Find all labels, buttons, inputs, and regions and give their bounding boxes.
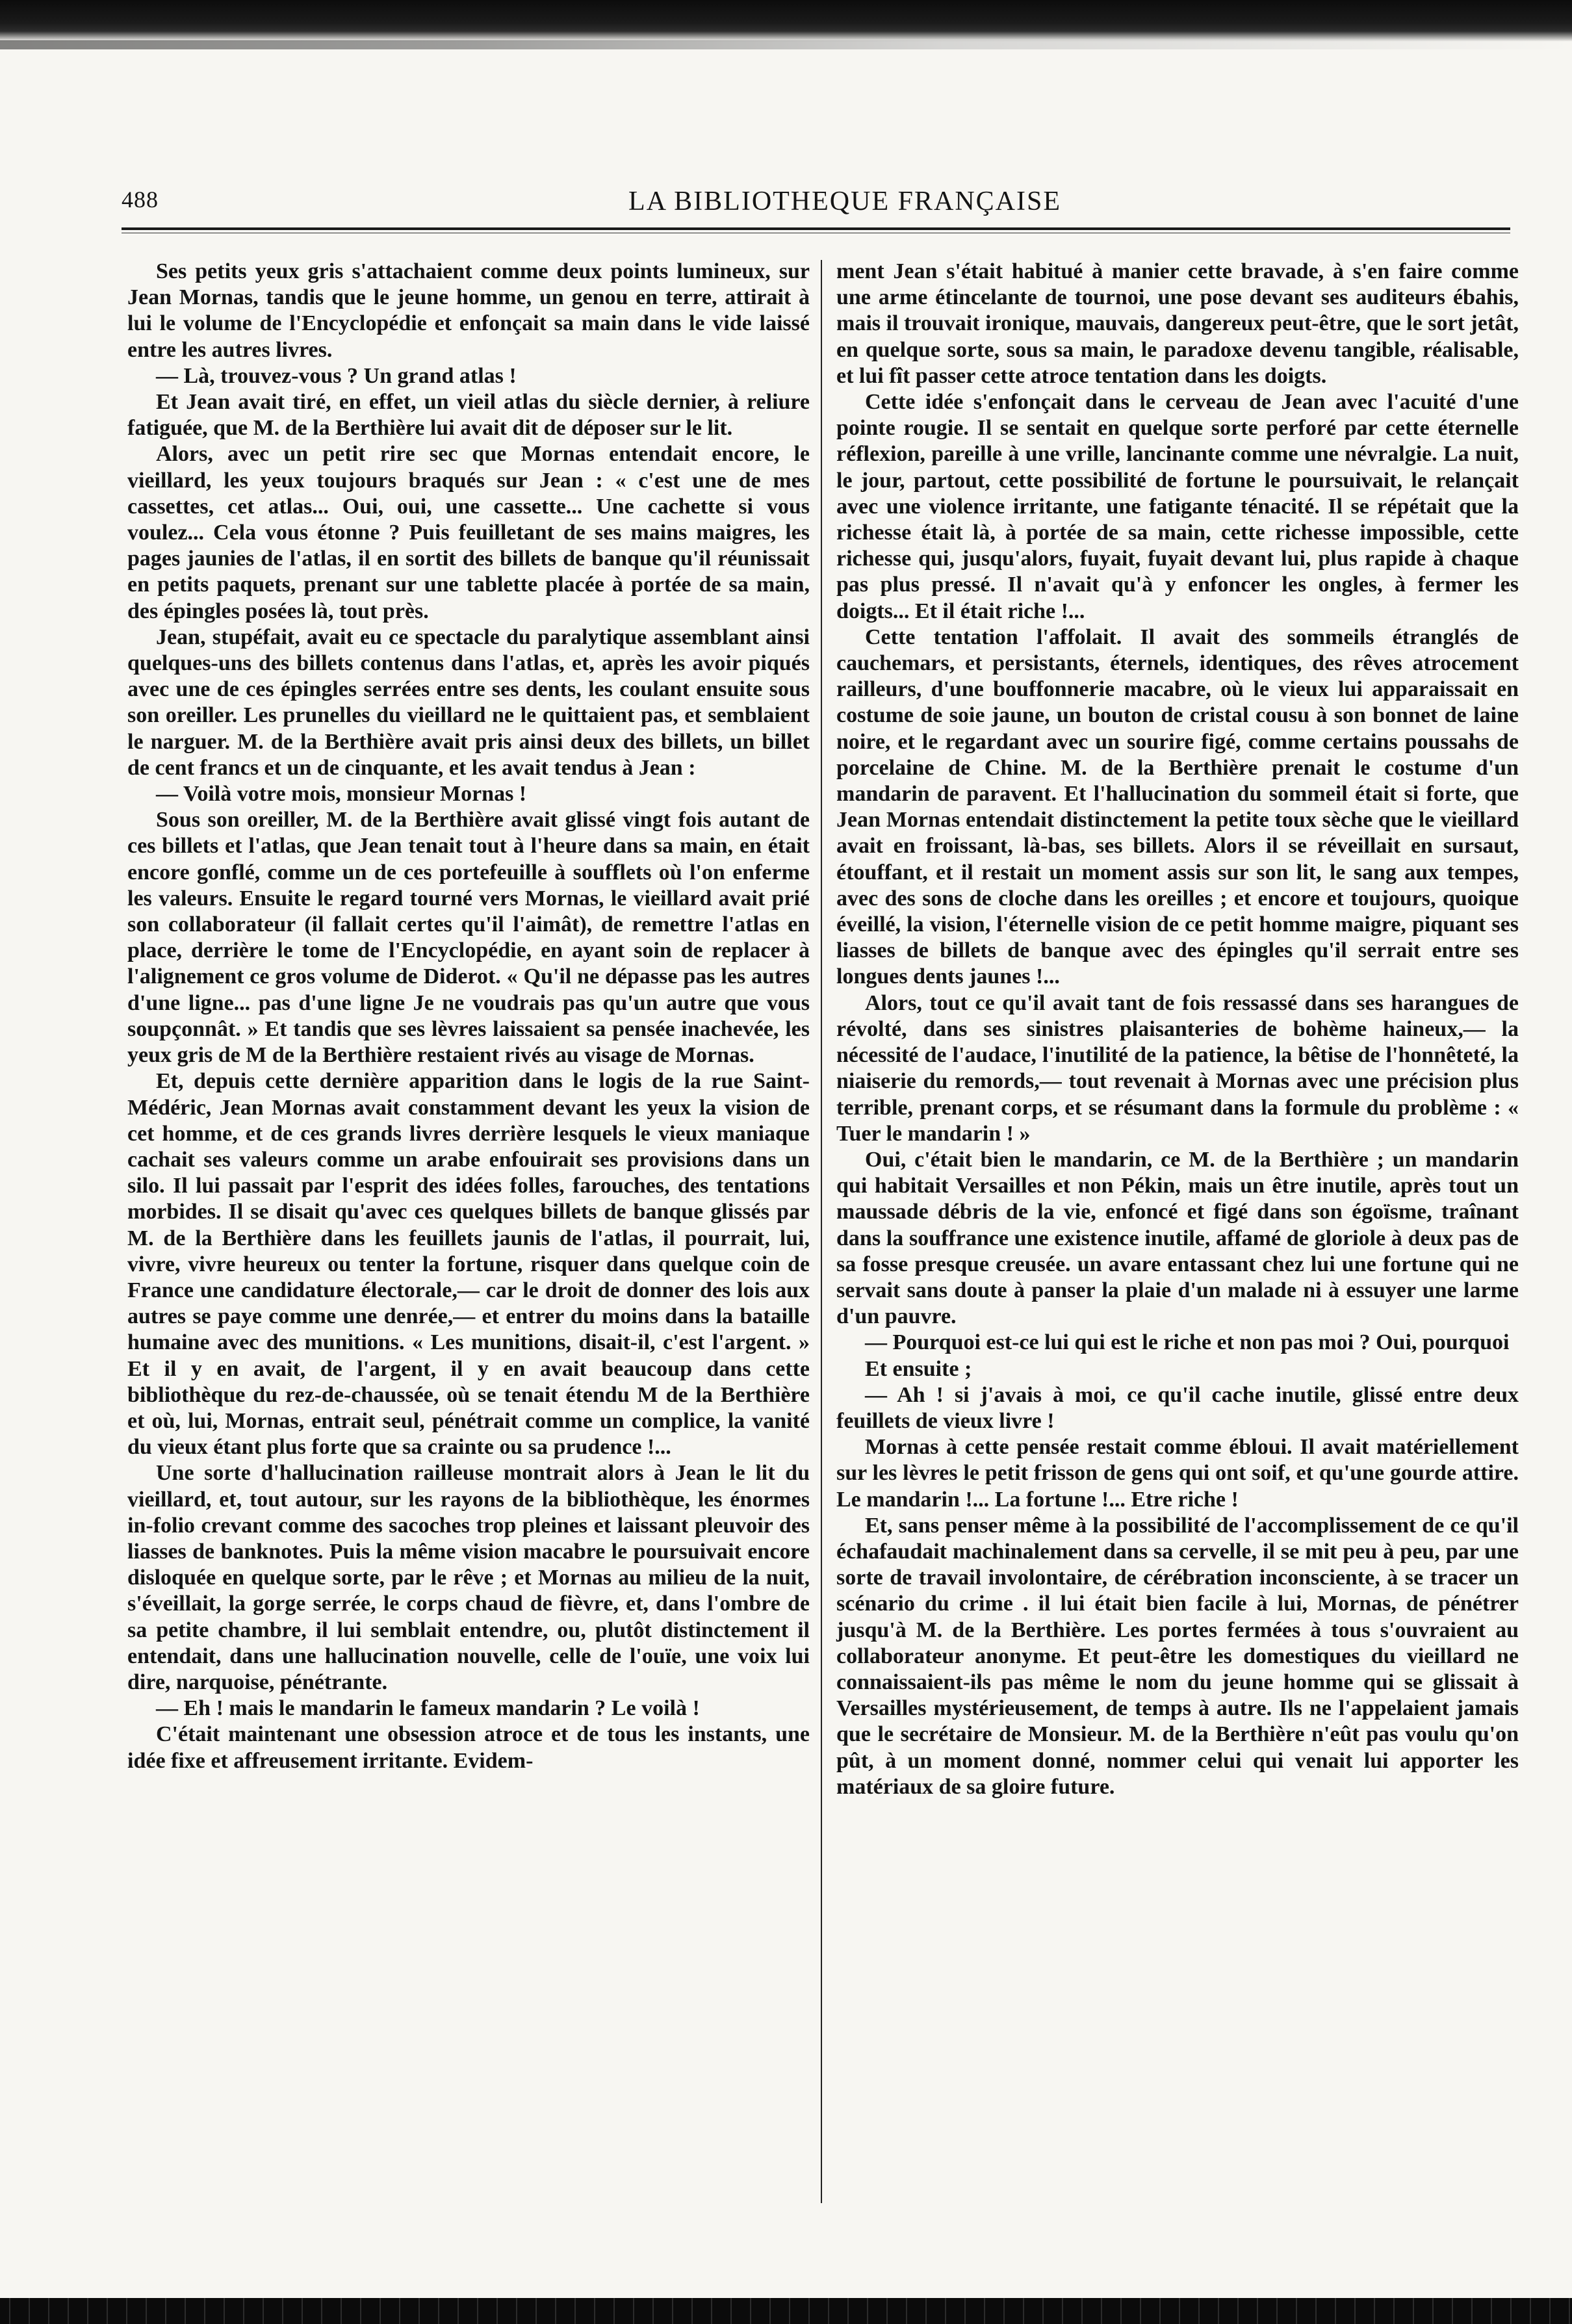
paragraph: ment Jean s'était habitué à manier cette bravade, à s'en faire comme une arme étincelante de tournoi, une pose devant ses auditeurs ébahis, mais il trouvait ironique, mauvais, dangereux peut-être, que le sort jetât, en quelque sorte, sous sa main, le paradoxe devenu tangible, réalisable, et lui fît passer cette atroce tentation dans les doigts. xyxy=(836,259,1519,388)
paragraph: Et, sans penser même à la possibilité de l'accomplissement de ce qu'il échafaudait machinalement dans sa cervelle, il se mit peu à peu, par une sorte de travail involontaire, de cérébration inconsciente, à se tracer un scénario du crime . il lui était bien facile à lui, Mornas, de pénétrer jusqu'à M. de la Berthière. Les portes fermées à tous s'ouvraient au collaborateur anonyme. Et peut-être les domestiques du vieillard ne connaissaient-ils pas même le nom du jeune homme qui se glissait à Versailles mystérieusement, de temps à autre. Ils ne l'appelaient jamais que le secrétaire de Monsieur. M. de la Berthière n'eût pas voulu qu'on pût, à un moment donné, nommer celui qui venait lui apporter les matériaux de sa gloire future. xyxy=(836,1513,1519,1799)
paragraph: — Voilà votre mois, monsieur Mornas ! xyxy=(156,782,527,807)
paragraph: C'était maintenant une obsession atroce et de tous les instants, une idée fixe et affreusement irritante. Evidem- xyxy=(127,1722,810,1773)
paragraph: Mornas à cette pensée restait comme ébloui. Il avait matériellement sur les lèvres le petit frisson de gens qui ont soif, et qu'une gourde attire. Le mandarin !... La fortune !... Etre riche ! xyxy=(836,1435,1519,1512)
paragraph: Ses petits yeux gris s'attachaient comme deux points lumineux, sur Jean Mornas, tandis que le jeune homme, un genou en terre, attirait à lui le volume de l'Encyclopédie et enfonçait sa main dans le vide laissé entre les autres livres. xyxy=(127,259,810,362)
running-title: LA BIBLIOTHEQUE FRANÇAISE xyxy=(628,187,1061,216)
paragraph: — Là, trouvez-vous ? Un grand atlas ! xyxy=(156,363,517,388)
scan-top-border xyxy=(0,0,1572,42)
left-column xyxy=(127,259,810,1774)
paragraph: — Pourquoi est-ce lui qui est le riche et non pas moi ? Oui, pourquoi xyxy=(865,1330,1510,1355)
paragraph: Et Jean avait tiré, en effet, un vieil atlas du siècle dernier, à reliure fatiguée, que M. de la Berthière lui avait dit de déposer sur le lit. xyxy=(127,390,810,441)
paragraph: — Ah ! si j'avais à moi, ce qu'il cache inutile, glissé entre deux feuillets de vieux livre ! xyxy=(836,1382,1519,1433)
scan-bottom-border xyxy=(0,2298,1572,2324)
header-rule xyxy=(122,227,1510,230)
paragraph: Et ensuite ; xyxy=(865,1356,972,1381)
paragraph: Sous son oreiller, M. de la Berthière avait glissé vingt fois autant de ces billets et l'atlas, que Jean tenait tout à l'heure dans sa main, en était encore gonflé, comme un de ces portefeuille à soufflets où l'on enferme les valeurs. Ensuite le regard tourné vers Mornas, le vieillard avait prié son collaborateur (il fallait certes qu'il l'aimât), de remettre l'atlas en place, derrière le tome de l'Encyclopédie, en ayant soin de replacer à l'alignement ce gros volume de Diderot. « Qu'il ne dépasse pas les autres d'une ligne... pas d'une ligne Je ne voudrais pas qu'un autre que vous soupçonnât. » Et tandis que ses lèvres laissaient sa pensée inachevée, les yeux gris de M de la Berthière restaient rivés au visage de Mornas. xyxy=(127,808,810,1068)
paragraph: Alors, avec un petit rire sec que Mornas entendait encore, le vieillard, les yeux toujours braqués sur Jean : « c'est une de mes cassettes, cet atlas... Oui, oui, une cassette... Une cachette si vous voulez... Cela vous étonne ? Puis feuilletant de ses mains maigres, les pages jaunies de l'atlas, il en sortit des billets de banque qu'il réunissait en petits paquets, prenant sur une tablette placée à portée de sa main, des épingles posées là, tout près. xyxy=(127,442,810,623)
paragraph: Et, depuis cette dernière apparition dans le logis de la rue Saint-Médéric, Jean Mornas avait constamment devant les yeux la vision de cet homme, et de ces grands livres derrière lesquels le vieux maniaque cachait ses valeurs comme un arabe enfouirait ses provisions dans un silo. Il lui passait par l'esprit des idées folles, farouches, des tentations morbides. Il se disait qu'avec ces quelques billets de banque glissés par M. de la Berthière dans les feuillets jaunis de l'atlas, il pourrait, lui, vivre, vivre heureux ou tenter la fortune, risquer dans quelque coin de France une candidature électorale,— car le droit de donner des lois aux autres se paye comme une denrée,— et entrer du moins dans la bataille humaine avec des munitions. « Les munitions, disait-il, c'est l'argent. » Et il y en avait, de l'argent, il y en avait beaucoup dans cette bibliothèque du rez-de-chaussée, où se tenait étendu M de la Berthière et où, lui, Mornas, entrait seul, pénétrait comme un complice, la vanité du vieux étant plus forte que sa crainte ou sa prudence !... xyxy=(127,1069,810,1460)
right-column xyxy=(836,259,1519,1800)
page-number: 488 xyxy=(122,187,159,213)
scan-top-shadow xyxy=(0,40,1572,49)
paragraph: Alors, tout ce qu'il avait tant de fois ressassé dans ses harangues de révolté, dans ses sinistres plaisanteries de bohème haineux,— la nécessité de l'audace, l'inutilité de la patience, la bêtise de l'honnêteté, la niaiserie du remords,— tout revenait à Mornas avec une précision plus terrible, prenant corps, et se résumant dans la formule du problème : « Tuer le mandarin ! » xyxy=(836,990,1519,1146)
paragraph: — Eh ! mais le mandarin le fameux mandarin ? Le voilà ! xyxy=(156,1696,700,1721)
paragraph: Jean, stupéfait, avait eu ce spectacle du paralytique assemblant ainsi quelques-uns des billets contenus dans l'atlas, et, après les avoir piqués avec une de ces épingles serrées entre ses dents, les coulant ensuite sous son oreiller. Les prunelles du vieillard ne le quittaient pas, et semblaient le narguer. M. de la Berthière avait pris ainsi deux des billets, un billet de cent francs et un de cinquante, et les avait tendus à Jean : xyxy=(127,625,810,780)
column-divider xyxy=(821,260,822,2203)
paragraph: Cette idée s'enfonçait dans le cerveau de Jean avec l'acuité d'une pointe rougie. Il se sentait en quelque sorte perforé par cette éternelle réflexion, pareille à une vrille, lancinante comme une névralgie. La nuit, le jour, partout, cette possibilité de fortune le poursuivait, le relançait avec une violence irritante, une fatigante ténacité. Il se répétait que la richesse était là, à portée de sa main, cette richesse impossible, cette richesse qui, jusqu'alors, fuyait, fuyait devant lui, plus rapide à chaque pas plus pressé. Il n'avait qu'à y enfoncer les ongles, à fermer les doigts... Et il était riche !... xyxy=(836,390,1519,623)
paragraph: Une sorte d'hallucination railleuse montrait alors à Jean le lit du vieillard, et, tout autour, sur les rayons de la bibliothèque, les énormes in-folio crevant comme des sacoches trop pleines et laissant pleuvoir des liasses de banknotes. Puis la même vision macabre le poursuivait encore disloquée en quelque sorte, par le rêve ; et Mornas au milieu de la nuit, s'éveillait, la gorge serrée, le corps chaud de fièvre, et, dans l'ombre de sa petite chambre, il lui semblait entendre, ou, plutôt distinctement il entendait, dans une hallucination nouvelle, celle de l'ouïe, une voix lui dire, narquoise, pénétrante. xyxy=(127,1461,810,1694)
paragraph: Cette tentation l'affolait. Il avait des sommeils étranglés de cauchemars, et persistants, éternels, identiques, des rêves atrocement railleurs, d'une bouffonnerie macabre, où le vieux lui apparaissait en costume de soie jaune, un bouton de cristal cousu à son bonnet de laine noire, et le regardant avec un sourire figé, comme certains poussahs de porcelaine de Chine. M. de la Berthière prenait le costume d'un mandarin de paravent. Et l'hallucination du sommeil était si forte, que Jean Mornas entendait distinctement la petite toux sèche que le vieillard avait en froissant, là-bas, ses billets. Alors il se réveillait en sursaut, étouffant, et il restait un moment assis sur son lit, le sang aux tempes, avec des sons de cloche dans les oreilles ; et encore et toujours, quoique éveillé, la vision, l'éternelle vision de ce petit homme maigre, piquant ses liasses de billets de banque avec des épingles qu'il serrait entre ses longues dents jaunes !... xyxy=(836,625,1519,989)
paragraph: Oui, c'était bien le mandarin, ce M. de la Berthière ; un mandarin qui habitait Versailles et non Pékin, mais un être inutile, après tout un maussade débris de la vie, enfoncé et figé dans son égoïsme, traînant dans la souffrance une existence inutile, affamé de gloriole à deux pas de sa fosse presque creusée. un avare entassant chez lui une fortune qui ne servait sans doute à panser la plaie d'un malade ni à essuyer une larme d'un pauvre. xyxy=(836,1147,1519,1329)
